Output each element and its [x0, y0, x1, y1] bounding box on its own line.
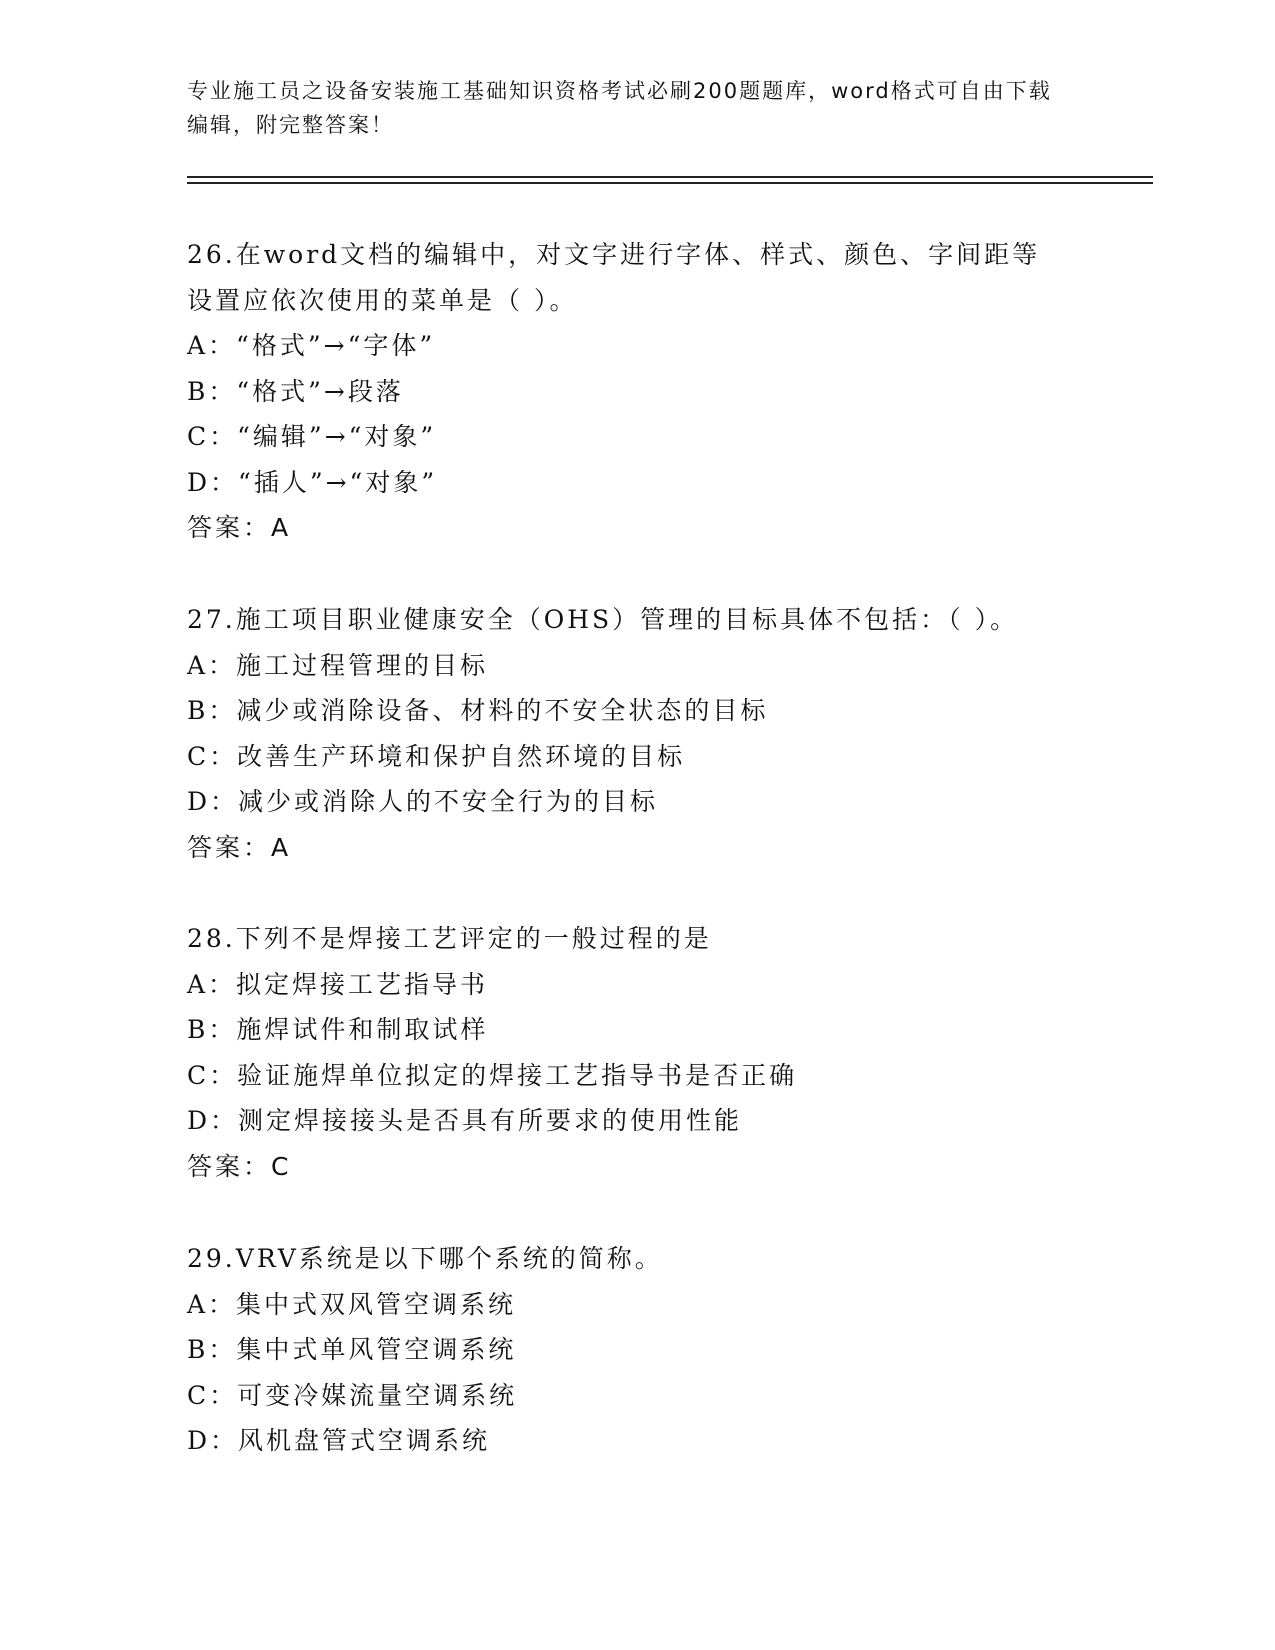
answer-text: 答案：C: [187, 1151, 292, 1181]
option-a: A：“格式”→“字体”: [187, 331, 436, 360]
question-27: [187, 597, 1087, 870]
question-stem: 26.在word文档的编辑中，对文字进行字体、样式、颜色、字间距等设置应依次使用的菜单是（ ）。: [187, 240, 1041, 315]
option-c: C：改善生产环境和保护自然环境的目标: [187, 741, 686, 771]
option-d: D：“插人”→“对象”: [187, 467, 438, 497]
answer-text: 答案：A: [187, 832, 292, 862]
option-d: D：风机盘管式空调系统: [187, 1426, 491, 1455]
question-stem: 29.VRV系统是以下哪个系统的简称。: [187, 1244, 663, 1273]
answer-text: 答案：A: [187, 513, 292, 542]
question-29: [187, 1236, 1087, 1464]
option-d: D：测定焊接接头是否具有所要求的使用性能: [187, 1106, 743, 1135]
question-stem: 28.下列不是焊接工艺评定的一般过程的是: [187, 924, 712, 953]
option-c: C：“编辑”→“对象”: [187, 422, 437, 451]
option-a: A：拟定焊接工艺指导书: [187, 969, 489, 999]
option-b: B：集中式单风管空调系统: [187, 1335, 517, 1364]
header-divider-bottom: [187, 182, 1153, 184]
option-c: C：验证施焊单位拟定的焊接工艺指导书是否正确: [187, 1060, 798, 1090]
option-c: C：可变冷媒流量空调系统: [187, 1380, 518, 1410]
question-26: [187, 232, 1087, 551]
option-a: A：集中式双风管空调系统: [187, 1289, 517, 1319]
question-stem: 27.施工项目职业健康安全（OHS）管理的目标具体不包括：（ ）。: [187, 605, 1019, 634]
option-b: B：减少或消除设备、材料的不安全状态的目标: [187, 696, 769, 725]
option-b: B：施焊试件和制取试样: [187, 1015, 489, 1044]
question-28: [187, 916, 1087, 1189]
option-d: D：减少或消除人的不安全行为的目标: [187, 787, 659, 816]
document-header: 专业施工员之设备安装施工基础知识资格考试必刷200题题库，word格式可自由下载编辑，附完整答案！: [187, 79, 1052, 137]
option-b: B：“格式”→段落: [187, 376, 404, 406]
option-a: A：施工过程管理的目标: [187, 650, 489, 680]
header-divider-top: [187, 176, 1153, 178]
